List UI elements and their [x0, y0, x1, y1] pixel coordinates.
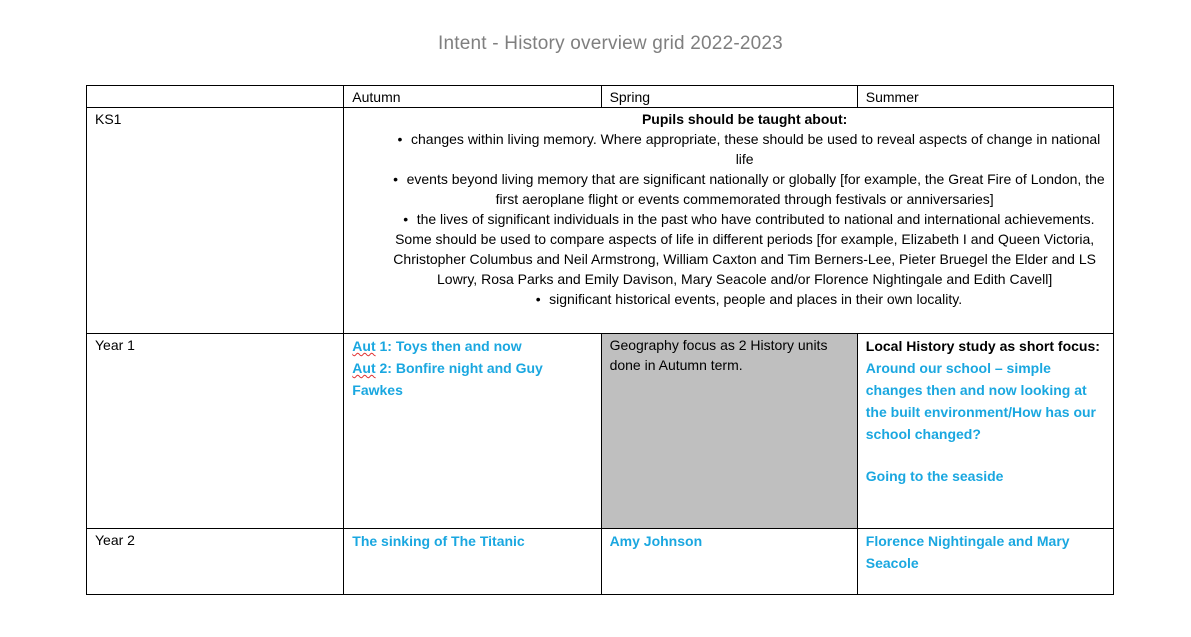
- year2-spring-topic: Amy Johnson: [609, 533, 703, 549]
- ks1-curriculum-cell: [344, 108, 1114, 334]
- bullet-icon: •: [393, 171, 399, 187]
- ks1-row: [87, 108, 1114, 334]
- bullet-icon: •: [397, 131, 403, 147]
- year1-row: [87, 334, 1114, 529]
- year1-spring-note: Geography focus as 2 History units done in Autumn term.: [609, 337, 828, 373]
- header-cell-blank: [87, 86, 344, 108]
- ks1-bullet-text: changes within living memory. Where appropriate, these should be used to reveal aspects of change in national life: [411, 131, 1101, 167]
- unit-title: 2: Bonfire night and Guy Fawkes: [352, 360, 543, 398]
- bullet-icon: •: [535, 291, 541, 307]
- year2-label: Year 2: [87, 529, 344, 595]
- year2-summer-topic: Florence Nightingale and Mary Seacole: [865, 533, 1070, 571]
- page-title: Intent - History overview grid 2022-2023: [438, 33, 783, 54]
- year2-autumn-cell: [344, 529, 601, 595]
- header-row: [87, 86, 1114, 108]
- ks1-bullet-text: the lives of significant individuals in the past who have contributed to national and international achievements. Some should be used to compare aspects of life in different periods [for example, Elizabeth I and Queen Victoria, Christopher Columbus and Neil Armstrong, William Caxton and Tim Berners-Lee, Pieter Bruegel the Elder and LS Lowry, Rosa Parks and Emily Davison, Mary Seacole and/or Florence Nightingale and Edith Cavell]: [393, 211, 1096, 287]
- year1-label: Year 1: [87, 334, 344, 529]
- unit-prefix: Aut: [352, 360, 376, 376]
- list-item: [384, 289, 1105, 309]
- ks1-bullet-text: significant historical events, people and places in their own locality.: [549, 291, 963, 307]
- bullet-icon: •: [403, 211, 409, 227]
- year2-row: [87, 529, 1114, 595]
- list-item: [384, 209, 1105, 289]
- summer-lead-text: Local History study as short focus:: [865, 338, 1100, 354]
- year1-autumn-unit-2: [352, 357, 592, 401]
- unit-prefix: Aut: [352, 338, 376, 354]
- year1-spring-cell: [601, 334, 857, 529]
- year2-autumn-topic: The sinking of The Titanic: [352, 533, 525, 549]
- ks1-heading: Pupils should be taught about:: [641, 111, 848, 127]
- ks1-label: KS1: [87, 108, 344, 334]
- summer-topic-text: Around our school – simple changes then and now looking at the built environment/How has our school changed?: [865, 360, 1096, 442]
- unit-title: 1: Toys then and now: [375, 338, 522, 354]
- list-item: [384, 169, 1105, 209]
- year1-summer-extra: Going to the seaside: [865, 468, 1004, 484]
- ks1-bullet-list: [384, 129, 1105, 309]
- year1-autumn-cell: [344, 334, 601, 529]
- year2-spring-cell: [601, 529, 857, 595]
- year1-autumn-unit-1: [352, 335, 592, 357]
- history-overview-grid: [86, 85, 1114, 595]
- year1-summer-cell: [857, 334, 1113, 529]
- header-cell-spring: Spring: [601, 86, 857, 108]
- list-item: [384, 129, 1105, 169]
- year2-summer-cell: [857, 529, 1113, 595]
- ks1-bullet-text: events beyond living memory that are significant nationally or globally [for example, the Great Fire of London, the first aeroplane flight or events commemorated through festivals or anniversaries]: [406, 171, 1105, 207]
- header-cell-autumn: Autumn: [344, 86, 601, 108]
- header-cell-summer: Summer: [857, 86, 1113, 108]
- year1-summer-focus: [866, 335, 1105, 445]
